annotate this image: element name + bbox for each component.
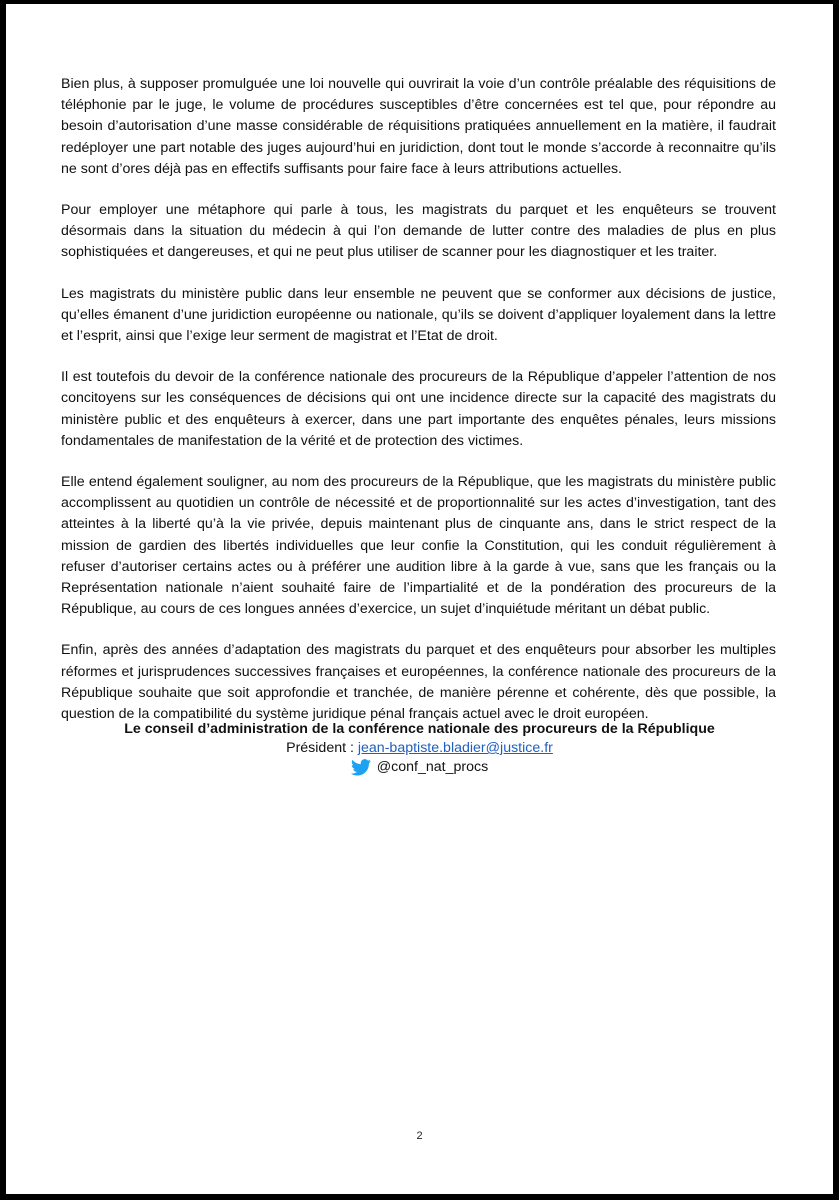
- twitter-handle: @conf_nat_procs: [376, 759, 489, 775]
- signature-title: Le conseil d’administration de la conférence nationale des procureurs de la République: [124, 721, 715, 737]
- twitter-handle-link[interactable]: [351, 758, 488, 777]
- paragraph-6: Enfin, après des années d’adaptation des magistrats du parquet et des enquêteurs pour absorber les multiples réformes et jurisprudences successives françaises et européennes, la conférence nationale des procureurs de la République souhaite que soit approfondie et tranchée, de manière pérenne et cohérente, dès que possible, la question de la compatibilité du système juridique pénal français actuel avec le droit européen.: [61, 642, 776, 723]
- paragraph-4: Il est toutefois du devoir de la conférence nationale des procureurs de la République d’appeler l’attention de nos concitoyens sur les conséquences de décisions qui ont une incidence directe sur la capacité des magistrats du ministère public et des enquêteurs à exercer, dans une part importante des enquêtes pénales, leurs missions fondamentales de manifestation de la vérité et de protection des victimes.: [61, 369, 776, 449]
- paragraph-1: Bien plus, à supposer promulguée une loi nouvelle qui ouvrirait la voie d’un contrôle préalable des réquisitions de téléphonie par le juge, le volume de procédures susceptibles d’être concernées est tel que, pour répondre au besoin d’autorisation d’une masse considérable de réquisitions pratiquées annuellement en la matière, il faudrait redéployer une part notable des juges aujourd’hui en juridiction, dont tout le monde s’accorde à reconnaitre qu’ils ne sont d’ores déjà pas en effectifs suffisants pour faire face à leurs attributions actuelles.: [61, 76, 776, 177]
- document-body: [61, 74, 776, 745]
- paragraph-5: Elle entend également souligner, au nom des procureurs de la République, que les magistrats du ministère public accomplissent au quotidien un contrôle de nécessité et de proportionnalité sur les actes d’investigation, tant des atteintes à la liberté qu’à la vie privée, depuis maintenant plus de cinquante ans, dans le strict respect de la mission de gardien des libertés individuelles que leur confie la Constitution, qui les conduit régulièrement à refuser d’autoriser certains actes ou à préférer une audition libre à la garde à vue, sans que les français ou la Représentation nationale n’aient souhaité faire de l’impartialité et de la pondération des procureurs de la République, au cours de ces longues années d’exercice, un sujet d’inquiétude méritant un débat public.: [61, 474, 776, 618]
- signature-block: [6, 720, 833, 782]
- document-page: [6, 4, 833, 1194]
- president-label: Président :: [286, 740, 358, 756]
- president-email-link[interactable]: jean-baptiste.bladier@justice.fr: [357, 740, 553, 756]
- president-line: [6, 739, 833, 758]
- twitter-line: [6, 758, 833, 782]
- twitter-bird-icon: [351, 759, 371, 776]
- paragraph-3: Les magistrats du ministère public dans leur ensemble ne peuvent que se conformer aux décisions de justice, qu’elles émanent d’une juridiction européenne ou nationale, qu’ils se doivent d’appliquer loyalement dans la lettre et l’esprit, ainsi que l’exige leur serment de magistrat et l’Etat de droit.: [61, 285, 776, 345]
- paragraph-2: Pour employer une métaphore qui parle à tous, les magistrats du parquet et les enquêteurs se trouvent désormais dans la situation du médecin à qui l’on demande de lutter contre des maladies de plus en plus sophistiquées et dangereuses, et qui ne peut plus utiliser de scanner pour les diagnostiquer et les traiter.: [61, 202, 776, 261]
- page-number: 2: [416, 1130, 423, 1142]
